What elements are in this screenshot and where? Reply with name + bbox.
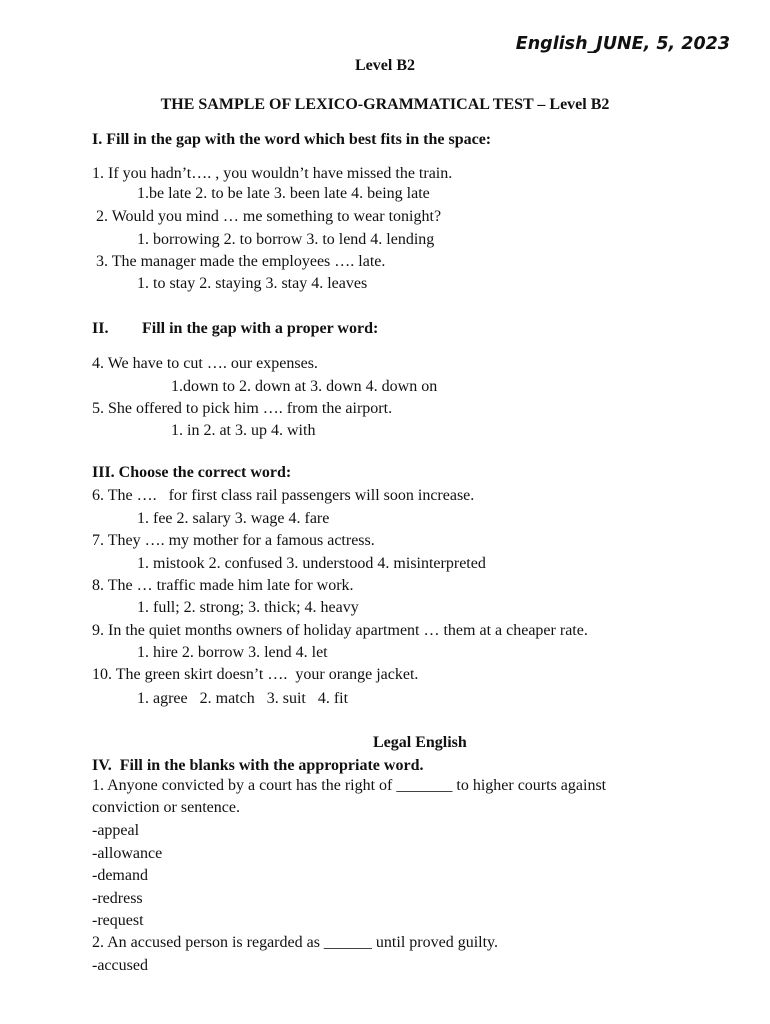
question-10: 10. The green skirt doesn’t …. your orange jacket. (92, 666, 419, 683)
section-3-heading: III. Choose the correct word: (92, 464, 292, 481)
question-7: 7. They …. my mother for a famous actress. (92, 532, 375, 549)
legal-question-1-option: -redress (92, 890, 143, 907)
question-4-options: 1.down to 2. down at 3. down 4. down on (171, 378, 438, 395)
question-6: 6. The …. for first class rail passengers will soon increase. (92, 487, 475, 504)
question-8-options: 1. full; 2. strong; 3. thick; 4. heavy (137, 599, 359, 616)
legal-question-1-option: -demand (92, 867, 148, 884)
question-7-options: 1. mistook 2. confused 3. understood 4. misinterpreted (137, 555, 486, 572)
question-5: 5. She offered to pick him …. from the airport. (92, 400, 393, 417)
question-9-options: 1. hire 2. borrow 3. lend 4. let (137, 644, 328, 661)
legal-question-1-option: -appeal (92, 822, 140, 839)
question-9: 9. In the quiet months owners of holiday apartment … them at a cheaper rate. (92, 622, 588, 639)
legal-question-1-line-1: 1. Anyone convicted by a court has the right of _______ to higher courts against (92, 777, 607, 794)
question-3-options: 1. to stay 2. staying 3. stay 4. leaves (137, 275, 368, 292)
question-6-options: 1. fee 2. salary 3. wage 4. fare (137, 510, 330, 527)
question-1: 1. If you hadn’t…. , you wouldn’t have missed the train. (92, 165, 453, 182)
legal-question-2: 2. An accused person is regarded as ______ until proved guilty. (92, 934, 498, 951)
legal-question-1-option: -request (92, 912, 144, 929)
question-3: 3. The manager made the employees …. late. (96, 253, 386, 270)
level-label: Level B2 (355, 57, 415, 74)
question-2-options: 1. borrowing 2. to borrow 3. to lend 4. lending (137, 231, 435, 248)
legal-question-1-line-2: conviction or sentence. (92, 799, 240, 816)
legal-english-title: Legal English (373, 734, 467, 751)
question-5-options: 1. in 2. at 3. up 4. with (171, 422, 316, 439)
question-1-options: 1.be late 2. to be late 3. been late 4. being late (137, 185, 430, 202)
header-date: English_JUNE, 5, 2023 (515, 34, 730, 54)
question-2: 2. Would you mind … me something to wear tonight? (96, 208, 442, 225)
section-4-heading: IV. Fill in the blanks with the appropriate word. (92, 757, 424, 774)
question-4: 4. We have to cut …. our expenses. (92, 355, 318, 372)
legal-question-1-option: -allowance (92, 845, 163, 862)
section-2-number: II. (92, 320, 109, 337)
section-2-heading: Fill in the gap with a proper word: (142, 320, 379, 337)
question-8: 8. The … traffic made him late for work. (92, 577, 354, 594)
page-title: THE SAMPLE OF LEXICO-GRAMMATICAL TEST – Level B2 (160, 96, 610, 113)
question-10-options: 1. agree 2. match 3. suit 4. fit (137, 690, 349, 707)
legal-question-2-option: -accused (92, 957, 148, 974)
section-1-heading: I. Fill in the gap with the word which best fits in the space: (92, 131, 492, 148)
